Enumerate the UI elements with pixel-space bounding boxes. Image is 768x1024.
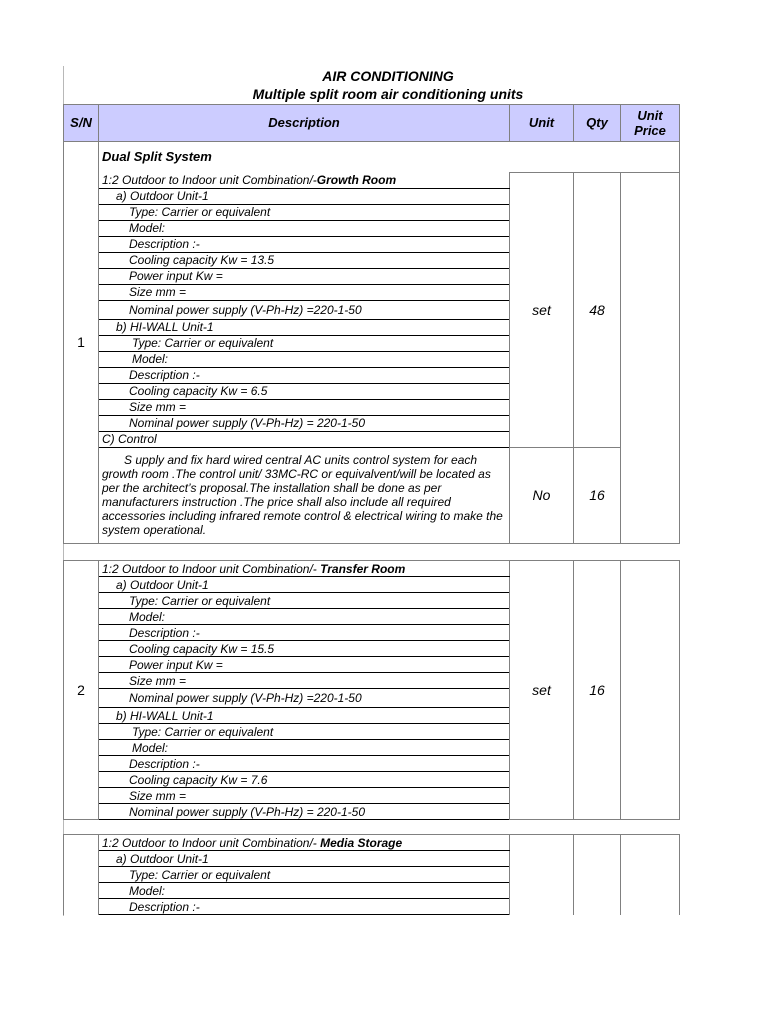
control-description: S upply and fix hard wired central AC units control system for each growth room .The control unit/ 33MC-RC or equivalvent/will be located as per the architect’s proposal.The installation shall be done as per manufacturers instruction .The price shall also include all required accessories including infrared remote control & electrical wiring to make the system operational. — [99, 447, 510, 543]
spec-line: Model: — [99, 220, 510, 236]
spec-line: Type: Carrier or equivalent — [99, 593, 510, 609]
spec-line: Type: Carrier or equivalent — [99, 204, 510, 220]
spec-line: Model: — [99, 883, 510, 899]
combo-room: Media Storage — [320, 835, 403, 850]
item-qty: 48 — [574, 173, 621, 448]
outdoor-heading: a) Outdoor Unit-1 — [99, 851, 510, 867]
control-qty: 16 — [574, 447, 621, 543]
item-unit: set — [510, 561, 574, 820]
outdoor-heading: a) Outdoor Unit-1 — [99, 188, 510, 204]
spec-line: Cooling capacity Kw = 6.5 — [99, 383, 510, 399]
item-unit-price[interactable] — [621, 561, 680, 820]
spec-line: Type: Carrier or equivalent — [99, 335, 510, 351]
spec-line: Type: Carrier or equivalent — [99, 724, 510, 740]
spec-line: Size mm = — [99, 284, 510, 300]
spec-line: Size mm = — [99, 788, 510, 804]
item-unit-price[interactable] — [621, 173, 680, 544]
title-area — [98, 66, 678, 106]
spec-line: Description :- — [99, 756, 510, 772]
spec-line: Description :- — [99, 367, 510, 383]
spec-line: Nominal power supply (V-Ph-Hz) = 220-1-50 — [99, 415, 510, 431]
combo-line: 1:2 Outdoor to Indoor unit Combination/-Growth Room — [99, 173, 510, 189]
spec-line: Cooling capacity Kw = 15.5 — [99, 641, 510, 657]
item-block-2 — [63, 560, 680, 820]
hiwall-heading: b) HI-WALL Unit-1 — [99, 708, 510, 724]
col-header-unit-price: Unit Price — [621, 105, 680, 142]
item-sn: 1 — [64, 142, 99, 544]
combo-line: 1:2 Outdoor to Indoor unit Combination/- Transfer Room — [99, 561, 510, 577]
spec-line: Size mm = — [99, 673, 510, 689]
hiwall-heading: b) HI-WALL Unit-1 — [99, 319, 510, 335]
combo-room: Transfer Room — [320, 561, 406, 576]
item-sn: 2 — [64, 561, 99, 820]
spec-line: Power input Kw = — [99, 268, 510, 284]
item-unit: set — [510, 173, 574, 448]
item-sn — [64, 835, 99, 915]
control-heading: C) Control — [99, 431, 510, 447]
spec-line: Cooling capacity Kw = 7.6 — [99, 772, 510, 788]
spec-line: Nominal power supply (V-Ph-Hz) = 220-1-50 — [99, 804, 510, 820]
header-table — [63, 104, 680, 142]
spec-line: Description :- — [99, 625, 510, 641]
spec-line: Model: — [99, 740, 510, 756]
section-title: Dual Split System — [99, 142, 680, 173]
spec-line: Size mm = — [99, 399, 510, 415]
col-header-description: Description — [99, 105, 510, 142]
col-header-unit: Unit — [510, 105, 574, 142]
spec-line: Description :- — [99, 236, 510, 252]
item-unit — [510, 835, 574, 915]
spec-line: Model: — [99, 351, 510, 367]
item-qty: 16 — [574, 561, 621, 820]
combo-line: 1:2 Outdoor to Indoor unit Combination/- Media Storage — [99, 835, 510, 851]
spec-line: Nominal power supply (V-Ph-Hz) =220-1-50 — [99, 300, 510, 319]
page-subtitle: Multiple split room air conditioning units — [252, 86, 524, 102]
spec-line: Nominal power supply (V-Ph-Hz) =220-1-50 — [99, 689, 510, 708]
item-block-1 — [63, 141, 680, 544]
spec-line: Type: Carrier or equivalent — [99, 867, 510, 883]
page-title: AIR CONDITIONING — [322, 68, 454, 84]
col-header-qty: Qty — [574, 105, 621, 142]
spec-line: Description :- — [99, 899, 510, 915]
item-unit-price[interactable] — [621, 835, 680, 915]
control-unit: No — [510, 447, 574, 543]
spec-line: Cooling capacity Kw = 13.5 — [99, 252, 510, 268]
spec-line: Model: — [99, 609, 510, 625]
item-qty — [574, 835, 621, 915]
outdoor-heading: a) Outdoor Unit-1 — [99, 577, 510, 593]
col-header-sn: S/N — [64, 105, 99, 142]
spec-line: Power input Kw = — [99, 657, 510, 673]
item-block-3 — [63, 834, 680, 915]
combo-room: Growth Room — [316, 173, 397, 187]
